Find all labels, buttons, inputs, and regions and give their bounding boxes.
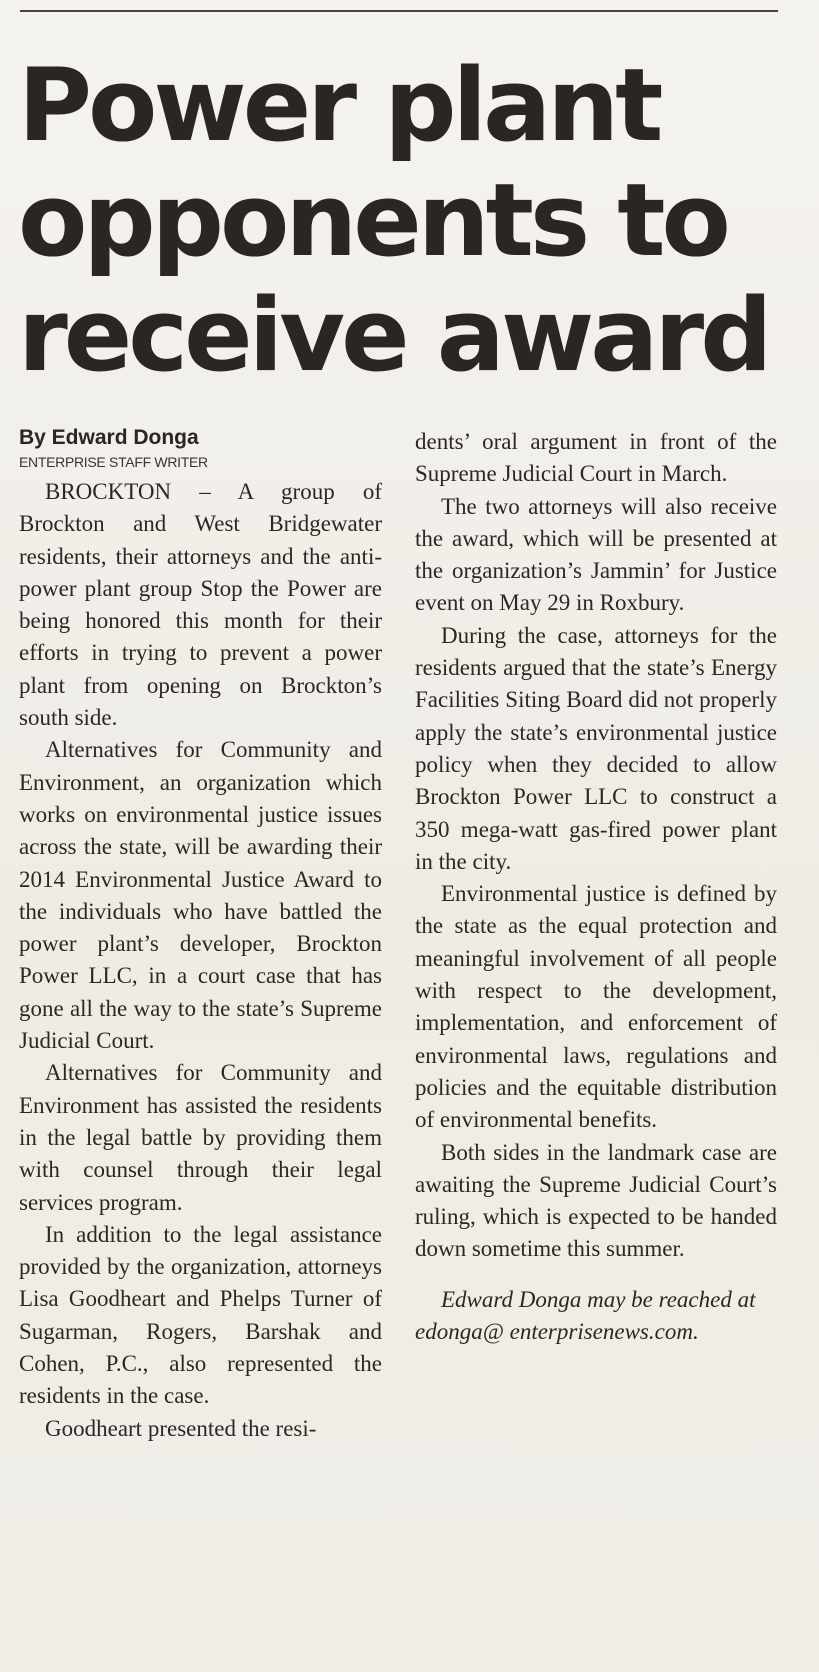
top-rule [20,10,778,12]
paragraph-8: Environmental justice is defined by the state as the equal protection and meaningful involvement of all people with respect to the development, implementation, and enforcement of environmental laws, regulations and policies and the equitable distribution of environmental benefits. [415,881,777,1133]
paragraph-4: In addition to the legal assistance provided by the organization, attorneys Lisa Goodheart and Phelps Turner of Sugarman, Rogers, Barshak and Cohen, P.C., also represented the residents in the case. [19,1221,382,1409]
paragraph-9: Both sides in the landmark case are awaiting the Supreme Judicial Court’s ruling, which is expected to be handed down sometime this summer. [415,1139,777,1262]
author-contact: Edward Donga may be reached at edonga@ enterprisenews.com. [415,1286,756,1345]
paragraph-5: Goodheart presented the resi- [45,1415,317,1441]
headline-line-2: opponents to [18,161,727,279]
byline-title: ENTERPRISE STAFF WRITER [19,454,208,470]
headline-line-1: Power plant [18,46,660,164]
byline: By Edward Donga [19,426,199,449]
paragraph-2: Alternatives for Community and Environment, an organization which works on environmental justice issues across the state, will be awarding their 2014 Environmental Justice Award to the individuals who have battled the power plant’s developer, Brockton Power LLC, in a court case that has gone all the way to the state’s Supreme Judicial Court. [19,737,382,1054]
paragraph-1: BROCKTON – A group of Brockton and West Bridgewater residents, their attorneys and the anti-power plant group Stop the Power are being honored this month for their efforts in trying to prevent a power plant from opening on Brockton’s south side. [19,479,382,731]
paragraph-7: During the case, attorneys for the residents argued that the state’s Energy Facilities Siting Board did not properly apply the state’s environmental justice policy when they decided to allow Brockton Power LLC to construct a 350 mega-watt gas-fired power plant in the city. [415,622,777,874]
left-column [19,424,382,1445]
headline [18,48,808,393]
paragraph-5-continued: dents’ oral argument in front of the Supreme Judicial Court in March. [415,429,777,487]
headline-line-3: receive award [18,276,769,394]
paragraph-6: The two attorneys will also receive the award, which will be presented at the organization’s Jammin’ for Justice event on May 29 in Roxbury. [415,493,777,616]
right-column [415,426,777,1348]
paragraph-3: Alternatives for Community and Environment has assisted the residents in the legal battle by providing them with counsel through their legal services program. [19,1060,382,1215]
